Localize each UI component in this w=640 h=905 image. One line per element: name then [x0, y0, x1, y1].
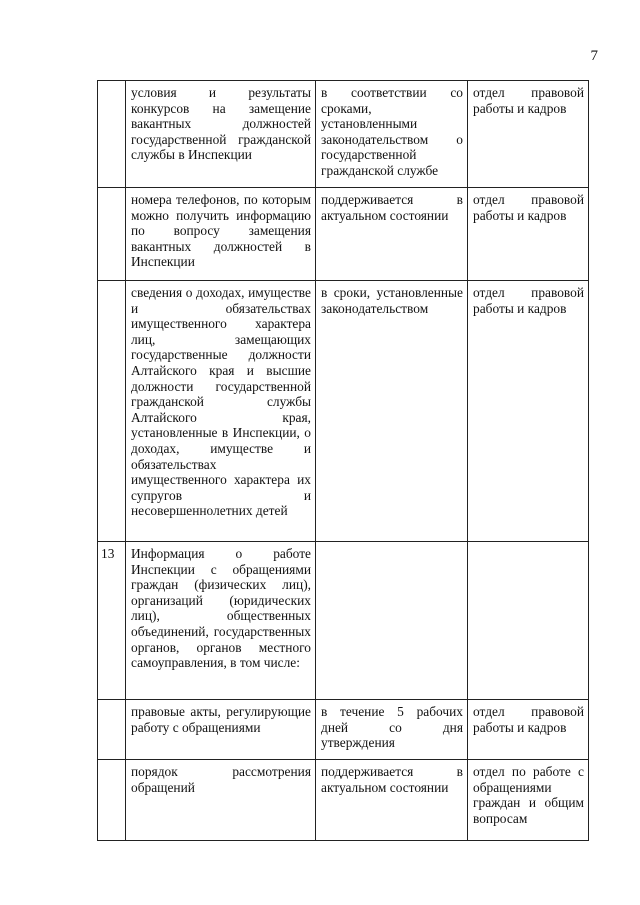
table-row: [98, 700, 589, 760]
info-name-cell: сведения о доходах, имуществе и обязательствах имущественного характера лиц, замещающих государственные должности Алтайского края и высшие должности государственной гражданской службы Алтайского края, установленные в Инспекции, о доходах, имуществе и обязательствах имущественного характера их супругов и несовершеннолетних детей: [126, 281, 316, 542]
term-cell: в сроки, установленные законодательством: [316, 281, 468, 542]
info-name-cell: правовые акты, регулирующие работу с обращениями: [126, 700, 316, 760]
term-cell: поддерживается в актуальном состоянии: [316, 760, 468, 841]
table-row: [98, 81, 589, 188]
term-cell: в соответствии со сроками, установленными законодательством о государственной гражданской службе: [316, 81, 468, 188]
responsible-cell: отдел правовой работы и кадров: [468, 281, 589, 542]
row-number-cell: 13: [98, 542, 126, 700]
term-cell: [316, 542, 468, 700]
responsible-cell: [468, 542, 589, 700]
table-row: [98, 760, 589, 841]
responsible-cell: отдел правовой работы и кадров: [468, 81, 589, 188]
term-cell: поддерживается в актуальном состоянии: [316, 188, 468, 281]
table-row: [98, 542, 589, 700]
info-name-cell: порядок рассмотрения обращений: [126, 760, 316, 841]
disclosure-table: [97, 80, 589, 841]
row-number-cell: [98, 188, 126, 281]
responsible-cell: отдел по работе с обращениями граждан и общим вопросам: [468, 760, 589, 841]
term-cell: в течение 5 рабочих дней со дня утверждения: [316, 700, 468, 760]
row-number-cell: [98, 760, 126, 841]
info-name-cell: условия и результаты конкурсов на замещение вакантных должностей государственной гражданской службы в Инспекции: [126, 81, 316, 188]
table-row: [98, 281, 589, 542]
row-number-cell: [98, 700, 126, 760]
table-row: [98, 188, 589, 281]
info-name-cell: номера телефонов, по которым можно получить информацию по вопросу замещения вакантных должностей в Инспекции: [126, 188, 316, 281]
page-number: 7: [590, 48, 598, 64]
responsible-cell: отдел правовой работы и кадров: [468, 188, 589, 281]
row-number-cell: [98, 81, 126, 188]
row-number-cell: [98, 281, 126, 542]
info-name-cell: Информация о работе Инспекции с обращениями граждан (физических лиц), организаций (юридических лиц), общественных объединений, государственных органов, органов местного самоуправления, в том числе:: [126, 542, 316, 700]
responsible-cell: отдел правовой работы и кадров: [468, 700, 589, 760]
